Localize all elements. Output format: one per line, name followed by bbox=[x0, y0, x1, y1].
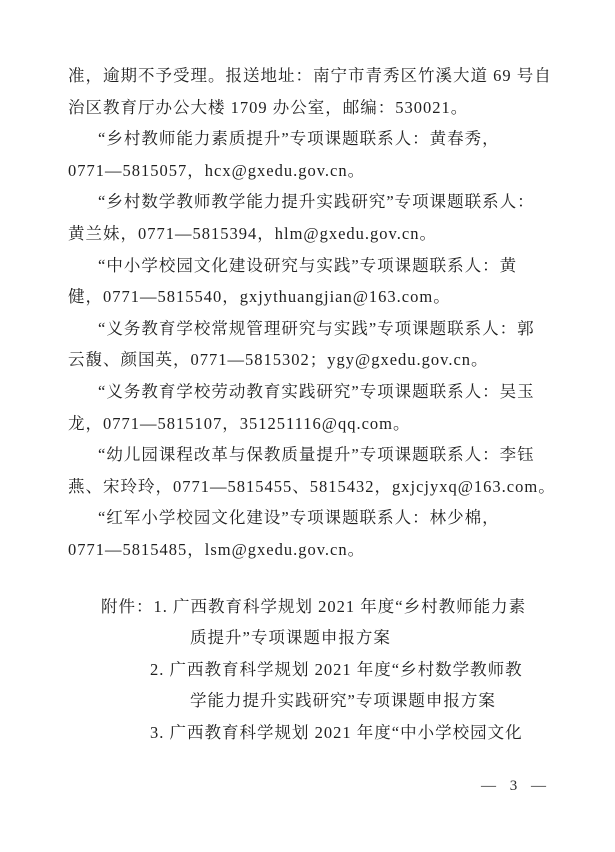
body-line: “幼儿园课程改革与保教质量提升”专项课题联系人：李钰 bbox=[98, 445, 535, 465]
attachment-list bbox=[68, 591, 548, 749]
body-line: 健，0771—5815540，gxjythuangjian@163.com。 bbox=[68, 287, 451, 307]
body-line: “乡村数学教师教学能力提升实践研究”专项课题联系人： bbox=[98, 192, 535, 212]
page-number: — 3 — bbox=[481, 778, 547, 794]
body-line: “红军小学校园文化建设”专项课题联系人：林少棉， bbox=[98, 508, 500, 528]
body-line: 燕、宋玲玲，0771—5815455、5815432，gxjcjyxq@163.com。 bbox=[68, 476, 556, 496]
attachment-line: 3. 广西教育科学规划 2021 年度“中小学校园文化 bbox=[150, 722, 523, 742]
body-line: “义务教育学校常规管理研究与实践”专项课题联系人：郭 bbox=[98, 318, 535, 338]
attachment-line: 2. 广西教育科学规划 2021 年度“乡村数学教师教 bbox=[150, 659, 523, 679]
body-line: 黄兰妹，0771—5815394，hlm@gxedu.gov.cn。 bbox=[68, 223, 437, 243]
body-line: 云馥、颜国英，0771—5815302；ygy@gxedu.gov.cn。 bbox=[68, 350, 489, 370]
document-body bbox=[68, 60, 556, 748]
attachment-line: 质提升”专项课题申报方案 bbox=[190, 628, 391, 648]
attachment-line: 学能力提升实践研究”专项课题申报方案 bbox=[190, 691, 496, 711]
attachment-line: 附件：1. 广西教育科学规划 2021 年度“乡村教师能力素 bbox=[101, 596, 527, 616]
body-line: “中小学校园文化建设研究与实践”专项课题联系人：黄 bbox=[98, 255, 518, 275]
body-line: 准，逾期不予受理。报送地址：南宁市青秀区竹溪大道 69 号自 bbox=[68, 66, 552, 85]
body-line: “乡村教师能力素质提升”专项课题联系人：黄春秀， bbox=[98, 129, 500, 149]
body-line: 0771—5815057，hcx@gxedu.gov.cn。 bbox=[68, 160, 366, 180]
body-line: 0771—5815485，lsm@gxedu.gov.cn。 bbox=[68, 539, 366, 559]
body-line: “义务教育学校劳动教育实践研究”专项课题联系人：吴玉 bbox=[98, 381, 535, 401]
body-line: 龙，0771—5815107，351251116@qq.com。 bbox=[68, 413, 411, 433]
body-line: 治区教育厅办公大楼 1709 办公室，邮编：530021。 bbox=[68, 97, 469, 117]
